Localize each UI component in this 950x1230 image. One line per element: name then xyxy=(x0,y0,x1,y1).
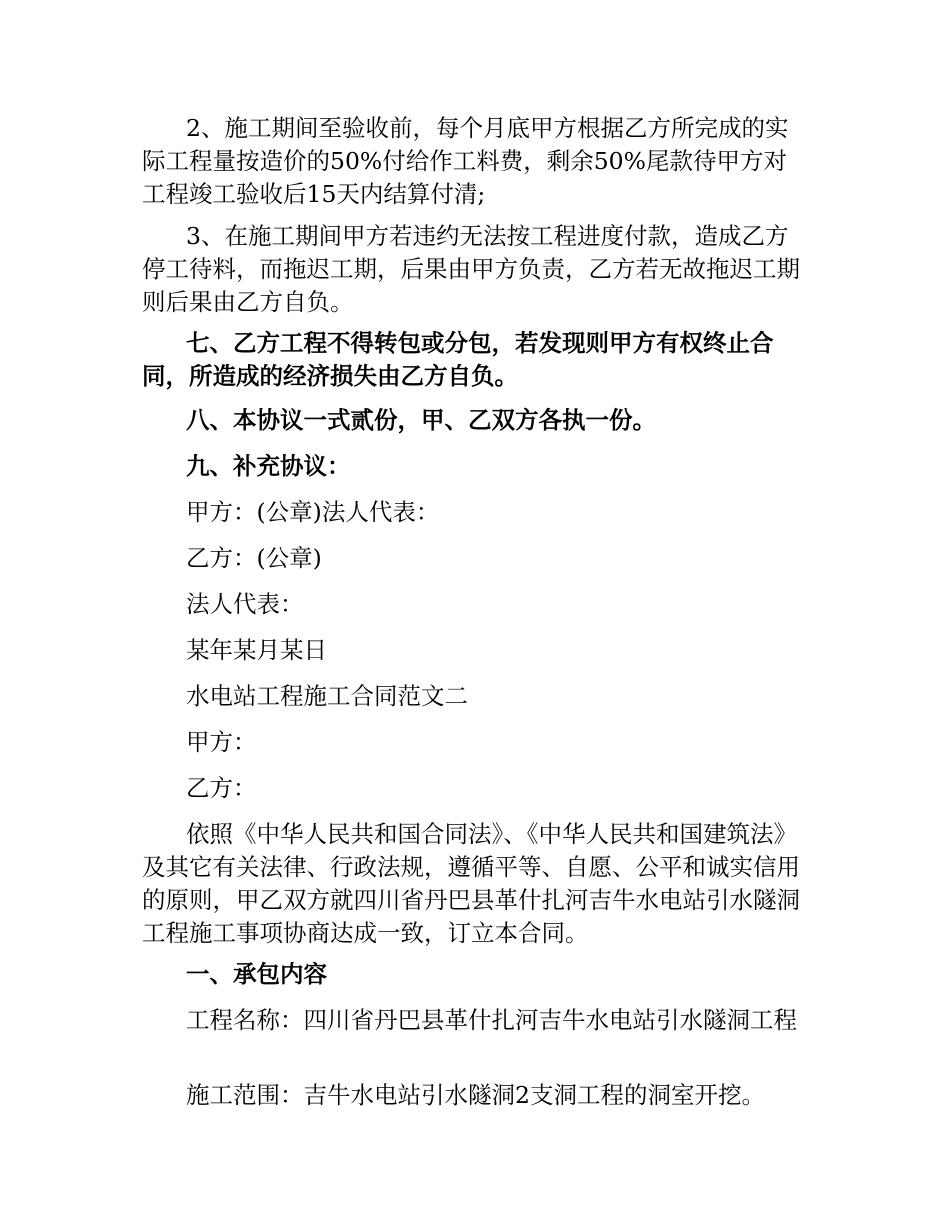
clause-8-copies: 八、本协议一式贰份，甲、乙双方各执一份。 xyxy=(186,406,656,434)
contract-title-two: 水电站工程施工合同范文二 xyxy=(186,682,468,710)
party-a-label: 甲方： xyxy=(186,728,257,756)
party-b-label: 乙方： xyxy=(186,774,257,802)
signing-date: 某年某月某日 xyxy=(186,636,327,664)
payment-clause-3: 3、在施工期间甲方若违约无法按工程进度付款，造成乙方停工待料，而拖迟工期，后果由甲方负责，乙方若无故拖迟工期则后果由乙方自负。 xyxy=(142,222,800,316)
construction-scope: 施工范围：吉牛水电站引水隧洞2支洞工程的洞室开挖。 xyxy=(186,1081,765,1109)
preamble-paragraph: 依照《中华人民共和国合同法》、《中华人民共和国建筑法》及其它有关法律、行政法规，遵循平等、自愿、公平和诚实信用的原则，甲乙双方就四川省丹巴县革什扎河吉牛水电站引水隧洞工程施工事项协商达成一致，订立本合同。 xyxy=(142,820,800,947)
payment-clause-2: 2、施工期间至验收前，每个月底甲方根据乙方所完成的实际工程量按造价的50%付给作工料费，剩余50%尾款待甲方对工程竣工验收后15天内结算付清; xyxy=(142,114,789,208)
project-name: 工程名称：四川省丹巴县革什扎河吉牛水电站引水隧洞工程 xyxy=(186,1006,797,1034)
party-b-signature: 乙方：(公章) xyxy=(186,544,322,572)
clause-9-supplement: 九、补充协议： xyxy=(186,452,351,480)
clause-7-no-subcontract: 七、乙方工程不得转包或分包，若发现则甲方有权终止合同，所造成的经济损失由乙方自负。 xyxy=(142,329,774,390)
legal-representative: 法人代表： xyxy=(186,590,304,618)
party-a-signature: 甲方：(公章)法人代表： xyxy=(186,498,440,526)
section-1-heading: 一、承包内容 xyxy=(186,960,327,988)
